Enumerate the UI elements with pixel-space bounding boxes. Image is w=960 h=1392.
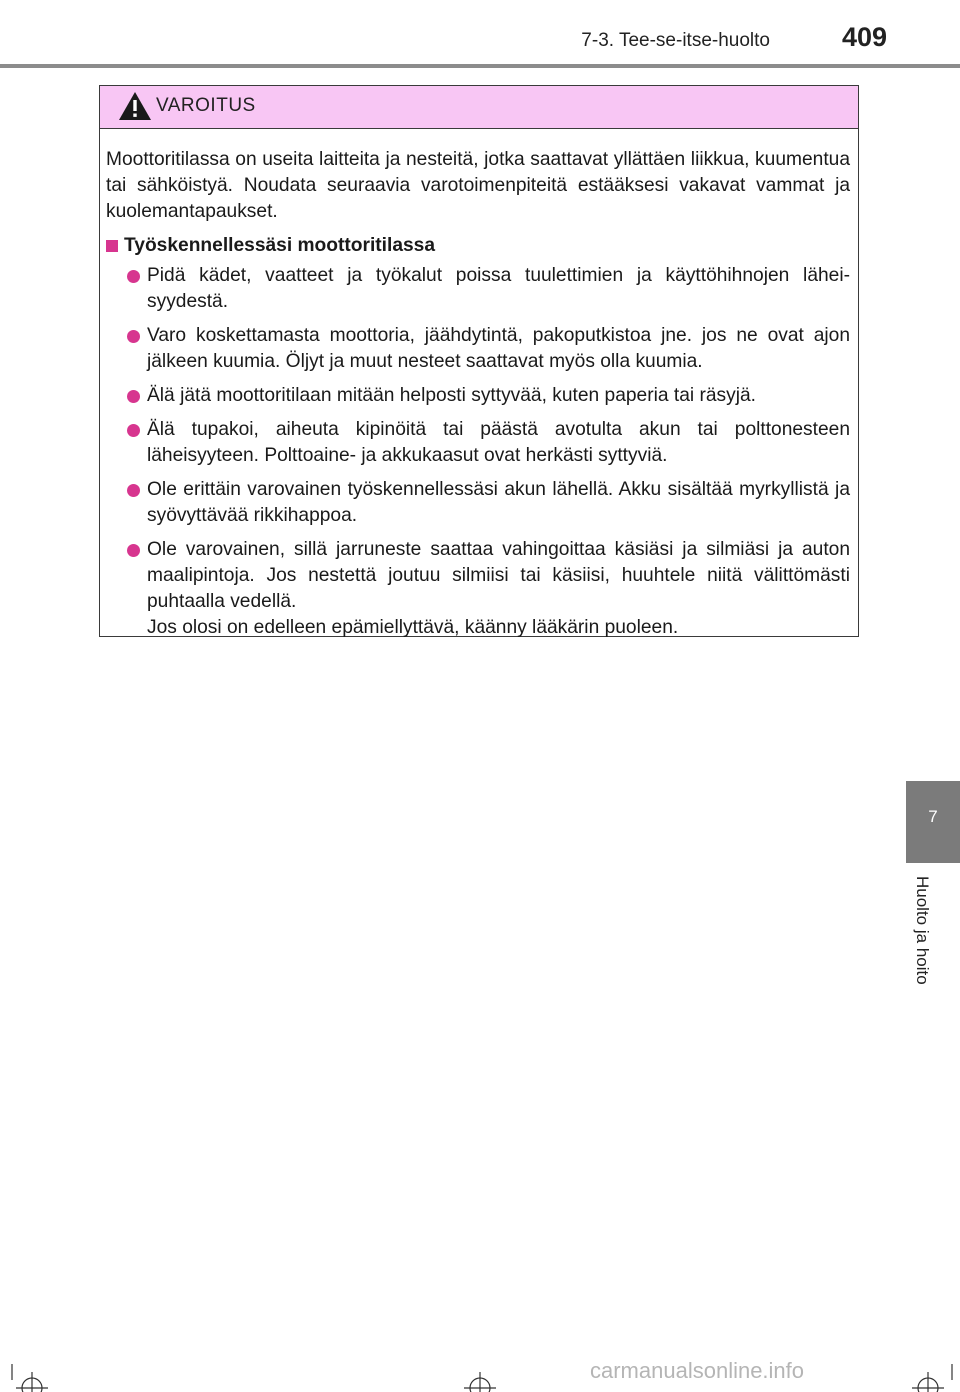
chapter-label: Huolto ja hoito: [913, 876, 932, 985]
chapter-number: 7: [928, 807, 938, 826]
list-item-text: Varo koskettamasta moottoria, jäähdytintä, pakoputkistoa jne. jos ne ovat ajon jälkeen kuumia. Öljyt ja muut nesteet saattavat myös olla kuumia.: [147, 325, 850, 372]
registration-mark-icon: [10, 1360, 54, 1392]
round-bullet-icon: [127, 484, 140, 497]
list-item-text: Älä tupakoi, aiheuta kipinöitä tai päästä avotulta akun tai polttonesteen läheisyyteen. Polttoaine- ja akkukaasut ovat herkästi syttyviä.: [147, 419, 850, 466]
list-item: [106, 417, 850, 469]
list-item-text: Ole erittäin varovainen työskennellessäsi akun lähellä. Akku sisältää myrkyllistä ja syövyttävää rikkihappoa.: [147, 479, 850, 526]
header-rule: [0, 64, 960, 68]
registration-mark-icon: [906, 1360, 956, 1392]
list-item: [106, 383, 850, 409]
round-bullet-icon: [127, 270, 140, 283]
list-item-text: Pidä kädet, vaatteet ja työkalut poissa tuulettimien ja käyttöhihnojen lähei-syydestä.: [147, 265, 850, 312]
list-item: [106, 477, 850, 529]
round-bullet-icon: [127, 330, 140, 343]
page-number: 409: [842, 22, 888, 52]
chapter-tab: [906, 781, 960, 863]
list-item-text: [147, 537, 850, 641]
warning-title: VAROITUS: [156, 95, 256, 116]
warning-box: [99, 85, 859, 637]
warning-intro: Moottoritilassa on useita laitteita ja nesteitä, jotka saattavat yllättäen liikkua, kuumentua tai sähköistyä. Noudata seuraavia varotoimenpiteitä estääksesi vakavat vammat ja kuolemantapaukset.: [106, 149, 850, 222]
list-item: [106, 537, 850, 641]
round-bullet-icon: [127, 544, 140, 557]
square-bullet-icon: [106, 240, 118, 252]
warning-subheading: [106, 233, 850, 259]
warning-triangle-icon: [118, 91, 152, 121]
watermark: carmanualsonline.info: [590, 1358, 805, 1383]
warning-header: [100, 86, 858, 129]
list-item-paragraph: Ole varovainen, sillä jarruneste saattaa vahingoittaa käsiäsi ja silmiäsi ja auton maalipintoja. Jos nestettä joutuu silmiisi tai käsiisi, huuhtele niitä välittömästi puhtaalla vedellä.: [147, 539, 850, 612]
section-title: 7-3. Tee-se-itse-huolto: [581, 30, 770, 51]
warning-body: [100, 129, 858, 641]
round-bullet-icon: [127, 390, 140, 403]
list-item: [106, 263, 850, 315]
subheading-text: Työskennellessäsi moottoritilassa: [124, 235, 436, 256]
list-item-paragraph: Jos olosi on edelleen epämiellyttävä, käänny lääkärin puoleen.: [147, 617, 679, 638]
list-item: [106, 323, 850, 375]
registration-mark-icon: [458, 1360, 502, 1392]
round-bullet-icon: [127, 424, 140, 437]
list-item-text: Älä jätä moottoritilaan mitään helposti syttyvää, kuten paperia tai räsyjä.: [147, 385, 756, 406]
